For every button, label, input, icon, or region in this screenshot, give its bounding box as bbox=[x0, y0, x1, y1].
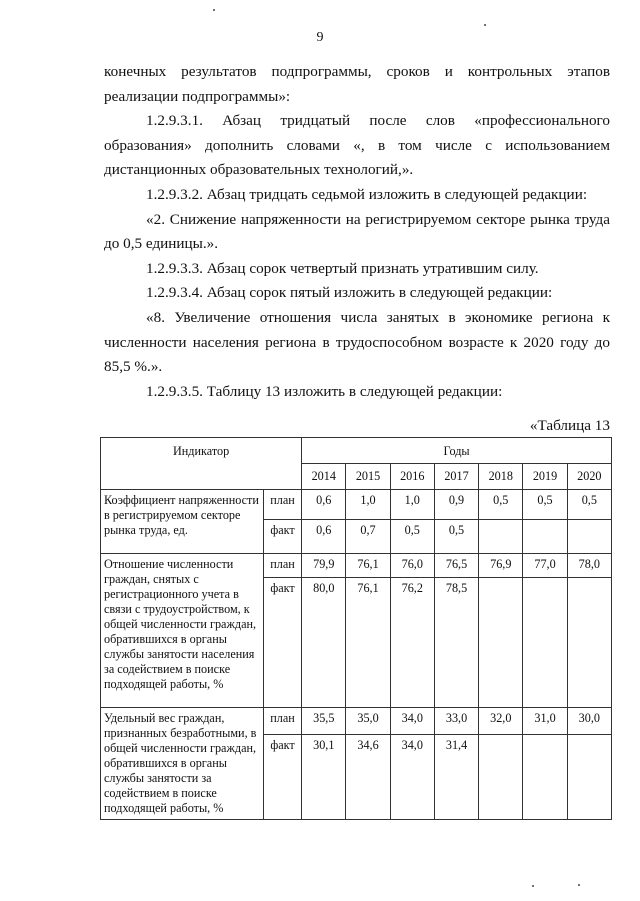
fact-value: 0,5 bbox=[434, 520, 478, 554]
scan-speck bbox=[578, 884, 580, 886]
fact-value bbox=[479, 734, 523, 819]
paragraph: 1.2.9.3.3. Абзац сорок четвертый признать утратившим силу. bbox=[146, 259, 539, 277]
table-caption: «Таблица 13 bbox=[529, 417, 610, 435]
fact-value bbox=[479, 578, 523, 708]
plan-value: 0,9 bbox=[434, 490, 478, 520]
plan-value: 76,5 bbox=[434, 554, 478, 578]
plan-value: 35,0 bbox=[346, 708, 390, 735]
year-cell: 2018 bbox=[479, 464, 523, 490]
fact-value: 31,4 bbox=[434, 734, 478, 819]
paragraph: «8. Увеличение отношения числа занятых в экономике региона к численности населения региона в трудоспособном возрасте к 2020 году до 85,5 %.». bbox=[104, 308, 610, 376]
fact-value: 76,1 bbox=[346, 578, 390, 708]
paragraph: «2. Снижение напряженности на регистрируемом секторе рынка труда до 0,5 единицы.». bbox=[104, 210, 610, 253]
paragraph: 1.2.9.3.1. Абзац тридцатый после слов «профессионального образования» дополнить словами «, в том числе с использованием дистанционных образовательных технологий,». bbox=[104, 112, 610, 179]
year-cell: 2014 bbox=[302, 464, 346, 490]
fact-value: 34,6 bbox=[346, 734, 390, 819]
page-number: 9 bbox=[316, 30, 324, 45]
plan-value: 0,5 bbox=[567, 490, 611, 520]
fact-value: 30,1 bbox=[302, 734, 346, 819]
plan-value: 76,1 bbox=[346, 554, 390, 578]
scan-speck bbox=[532, 885, 534, 887]
indicator-table bbox=[100, 437, 612, 820]
paragraph: 1.2.9.3.4. Абзац сорок пятый изложить в следующей редакции: bbox=[146, 284, 553, 302]
paragraph: конечных результатов подпрограммы, сроков и контрольных этапов реализации подпрограммы»: bbox=[104, 63, 610, 105]
plan-value: 1,0 bbox=[390, 490, 434, 520]
fact-value bbox=[523, 520, 567, 554]
indicator-name: Удельный вес граждан, признанных безработными, в общей численности граждан, обратившихся в органы службы занятости за содействием в поиске подходящей работы, % bbox=[101, 708, 264, 820]
table-row bbox=[101, 490, 612, 520]
fact-value bbox=[567, 578, 611, 708]
plan-value: 33,0 bbox=[434, 708, 478, 735]
plan-value: 79,9 bbox=[302, 554, 346, 578]
indicator-header: Индикатор bbox=[101, 438, 302, 490]
year-cell: 2016 bbox=[390, 464, 434, 490]
fact-value bbox=[567, 520, 611, 554]
plan-value: 35,5 bbox=[302, 708, 346, 735]
scan-speck bbox=[213, 9, 215, 11]
plan-value: 76,0 bbox=[390, 554, 434, 578]
fact-value: 80,0 bbox=[302, 578, 346, 708]
plan-label: план bbox=[263, 708, 301, 735]
plan-value: 78,0 bbox=[567, 554, 611, 578]
fact-label: факт bbox=[263, 578, 301, 708]
plan-value: 1,0 bbox=[346, 490, 390, 520]
fact-value: 78,5 bbox=[434, 578, 478, 708]
fact-value: 0,7 bbox=[346, 520, 390, 554]
fact-value: 0,5 bbox=[390, 520, 434, 554]
fact-label: факт bbox=[263, 520, 301, 554]
fact-value: 34,0 bbox=[390, 734, 434, 819]
year-cell: 2019 bbox=[523, 464, 567, 490]
indicator-name: Отношение численности граждан, снятых с регистрационного учета в связи с трудоустройством, к общей численности граждан, обратившихся в органы службы занятости населения за содействием в поиске подходящей работы, % bbox=[101, 554, 264, 708]
year-cell: 2020 bbox=[567, 464, 611, 490]
plan-value: 34,0 bbox=[390, 708, 434, 735]
fact-value bbox=[523, 734, 567, 819]
plan-value: 32,0 bbox=[479, 708, 523, 735]
table-row bbox=[101, 708, 612, 735]
plan-label: план bbox=[263, 490, 301, 520]
fact-value: 76,2 bbox=[390, 578, 434, 708]
fact-value bbox=[523, 578, 567, 708]
plan-label: план bbox=[263, 554, 301, 578]
table-row bbox=[101, 554, 612, 578]
header-row bbox=[101, 438, 612, 464]
plan-value: 77,0 bbox=[523, 554, 567, 578]
plan-value: 76,9 bbox=[479, 554, 523, 578]
fact-value bbox=[479, 520, 523, 554]
year-cell: 2015 bbox=[346, 464, 390, 490]
scan-speck bbox=[484, 24, 486, 26]
plan-value: 31,0 bbox=[523, 708, 567, 735]
fact-label: факт bbox=[263, 734, 301, 819]
paragraph: 1.2.9.3.2. Абзац тридцать седьмой изложить в следующей редакции: bbox=[146, 185, 588, 203]
fact-value: 0,6 bbox=[302, 520, 346, 554]
paragraph: 1.2.9.3.5. Таблицу 13 изложить в следующей редакции: bbox=[146, 382, 503, 400]
years-header: Годы bbox=[302, 438, 612, 464]
plan-value: 0,5 bbox=[479, 490, 523, 520]
document-body bbox=[104, 60, 610, 439]
indicator-name: Коэффициент напряженности в регистрируемом секторе рынка труда, ед. bbox=[101, 490, 264, 554]
plan-value: 0,5 bbox=[523, 490, 567, 520]
fact-value bbox=[567, 734, 611, 819]
plan-value: 30,0 bbox=[567, 708, 611, 735]
year-cell: 2017 bbox=[434, 464, 478, 490]
plan-value: 0,6 bbox=[302, 490, 346, 520]
